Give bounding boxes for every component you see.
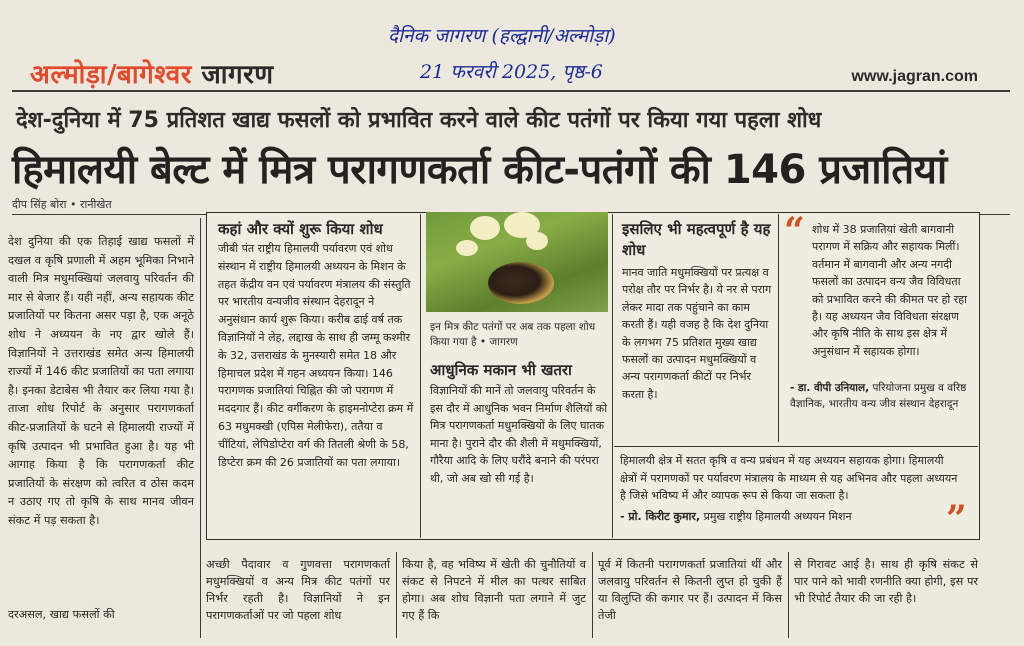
main-headline: हिमालयी बेल्ट में मित्र परागणकर्ता कीट-पतंगों की 146 प्रजातियां — [12, 147, 947, 193]
photo-caption: इन मित्र कीट पतंगों पर अब तक पहला शोध किया गया है • जागरण — [430, 321, 596, 348]
bottom-column-3: पूर्व में कितनी परागणकर्ता प्रजातियां थीं और जलवायु परिवर्तन से कितनी लुप्त हो चुकी हैं या विलुप्ति की कगार पर हैं। उत्पादन में किस तेजी — [598, 558, 782, 622]
box2-title: आधुनिक मकान भी खतरा — [430, 361, 572, 379]
edition-name: अल्मोड़ा/बागेश्वर — [30, 60, 192, 90]
quote1-text: शोध में 38 प्रजातियां खेती बागवानी परागण में सक्रिय और सहायक मिलीं। वर्तमान में बागवानी और अन्य नगदी फसलों का उत्पादन वन्य जैव विविधता को प्रभावित करने की कीमत पर हो रहा है। यह अध्ययन जैव विविधता संरक्षण और कृषि नीति के साथ इस क्षेत्र में अनुसंधान में सहायक होगा। — [812, 223, 967, 358]
bottom-column-2: किया है, वह भविष्य में खेती की चुनौतियों व संकट से निपटने में मील का पत्थर साबित होगा। अब शोध विज्ञानी पता लगाने में जुट गए हैं कि — [402, 558, 586, 622]
box2-text: विज्ञानियों की मानें तो जलवायु परिवर्तन के इस दौर में आधुनिक भवन निर्माण शैलियों को मित्र परागणकर्ता मधुमक्खियों के लिए घातक माना है। पुराने दौर की शैली में मधुमक्खियों, गौरैया आदि के लिए घरौंदे बनाने की परंपरा थी, जो अब खो सी गई है। — [430, 384, 608, 485]
handwritten-source: दैनिक जागरण (हल्द्वानी/अल्मोड़ा) — [388, 25, 616, 47]
quote2-role: प्रमुख राष्ट्रीय हिमालयी अध्ययन मिशन — [703, 510, 852, 523]
box3-text: मानव जाति मधुमक्खियों पर प्रत्यक्ष व परोक्ष तौर पर निर्भर है। ये नर से पराग लेकर मादा तक पहुंचाने का काम करती हैं। यही वजह है कि देश दुनिया के लगभग 75 प्रतिशत मुख्य खाद्य फसलों का उत्पादन मधुमक्खियों व अन्य परागणकर्ता कीटों पर निर्भर करता है। — [622, 266, 772, 401]
bottom-column-4: से गिरावट आई है। साथ ही कृषि संकट से पार पाने को भावी रणनीति क्या होगी, इस पर भी रिपोर्ट तैयार की जा रही है। — [794, 558, 978, 605]
kicker-headline: देश-दुनिया में 75 प्रतिशत खाद्य फसलों को प्रभावित करने वाले कीट पतंगों पर किया गया पहला शोध — [16, 108, 822, 133]
quote-divider — [614, 446, 978, 447]
quote1-role: परियोजना प्रमुख व वरिष्ठ वैज्ञानिक, भारतीय वन्य जीव संस्थान देहरादून — [790, 382, 967, 410]
quote2-attribution — [620, 508, 960, 525]
quote-open-icon: “ — [784, 210, 805, 252]
box1-title: कहां और क्यों शुरू किया शोध — [218, 220, 383, 238]
handwritten-date: 21 फरवरी 2025, पृष्ठ-6 — [420, 61, 603, 83]
quote1-author: - डा. वीपी उनियाल, — [790, 382, 870, 394]
quote1-attribution — [790, 380, 970, 412]
box-divider-3 — [778, 214, 779, 442]
paper-name: जागरण — [201, 60, 274, 90]
byline: दीप सिंह बोरा • रानीखेत — [12, 198, 112, 211]
quote-close-icon: ” — [946, 498, 967, 540]
quote2-text: हिमालयी क्षेत्र में सतत कृषि व वन्य प्रबंधन में यह अध्ययन सहायक होगा। हिमालयी क्षेत्रों में परागणकों पर पर्यावरण मंत्रालय के माध्यम से यह अभिनव और पहला अध्ययन है जिसे भविष्य में और व्यापक रूप से किया जा सकता है। — [620, 454, 958, 503]
masthead-brand — [30, 55, 274, 91]
column-divider — [200, 218, 201, 638]
bottom-divider-1 — [396, 552, 397, 638]
box-divider-1 — [420, 214, 421, 538]
masthead-rule — [12, 90, 1010, 92]
box1-text: जीबी पंत राष्ट्रीय हिमालयी पर्यावरण एवं शोध संस्थान में राष्ट्रीय हिमालयी अध्ययन के मिशन के तहत केंद्रीय वन एवं पर्यावरण मंत्रालय की संस्तुति पर भारतीय वन्यजीव संस्थान देहरादून ने अनुसंधान कार्य शुरू किया। करीब ढाई वर्ष तक विज्ञानियों ने लेह, लद्दाख के साथ ही जम्मू कश्मीर के 32, उत्तराखंड के मुनस्यारी समेत 18 और हिमाचल प्रदेश में गहन अध्ययन किया। 146 परागणक प्रजातियां चिह्नित की जो परागण में मददगार हैं। कीट वर्गीकरण के हाइमनोप्टेरा क्रम में 63 मधुमक्खी (एपिस मेलीफेरा), ततैया व चींटियां, लेपिडोप्टेरा वर्ग की तितली श्रेणी के 58, डिप्टेरा क्रम की 26 प्रजातियों का पता लगाया। — [218, 242, 414, 469]
bottom-divider-3 — [788, 552, 789, 638]
quote2-author: - प्रो. किरीट कुमार, — [620, 510, 701, 523]
bee-photo — [426, 212, 608, 312]
website-url: www.jagran.com — [851, 68, 978, 85]
box3-title: इसलिए भी महत्वपूर्ण है यह शोध — [622, 220, 771, 259]
bottom-divider-2 — [592, 552, 593, 638]
left-column-text: देश दुनिया की एक तिहाई खाद्य फसलों में दखल व कृषि प्रणाली में अहम भूमिका निभाने वाली मित्र मधुमक्खियां जलवायु परिवर्तन की मार से बेजार हैं। यही नहीं, अन्य सहायक कीट प्रजातियों पर कितना असर पड़ा है, एक अनूठे शोध ने अध्ययन के नए द्वार खोले हैं। विज्ञानियों ने उत्तराखंड समेत अन्य हिमालयी राज्यों में 146 कीट प्रजातियों का पता लगाया है। इनका डेटाबेस भी तैयार कर लिया गया है। ताजा शोध रिपोर्ट के अनुसार परागणकर्ता कीट-प्रजातियों के घटने से हिमालयी राज्यों में कृषि उत्पादन भी प्रभावित हुआ है। यह भी आगाह किया है कि परागणकर्ता कीट प्रजातियों के संरक्षण को त्वरित व ठोस कदम न उठाए गए तो कृषि के साथ मानव जीवन संकट में पड़ सकता है। — [8, 235, 194, 527]
bottom-column-1: अच्छी पैदावार व गुणवत्ता परागणकर्ता मधुमक्खियों व अन्य मित्र कीट पतंगों पर निर्भर रहती है। विज्ञानियों ने इन परागणकर्ताओं पर जो पहला शोध — [206, 558, 390, 622]
left-column-continued: दरअसल, खाद्य फसलों की — [8, 608, 115, 621]
box-divider-2 — [612, 214, 613, 538]
